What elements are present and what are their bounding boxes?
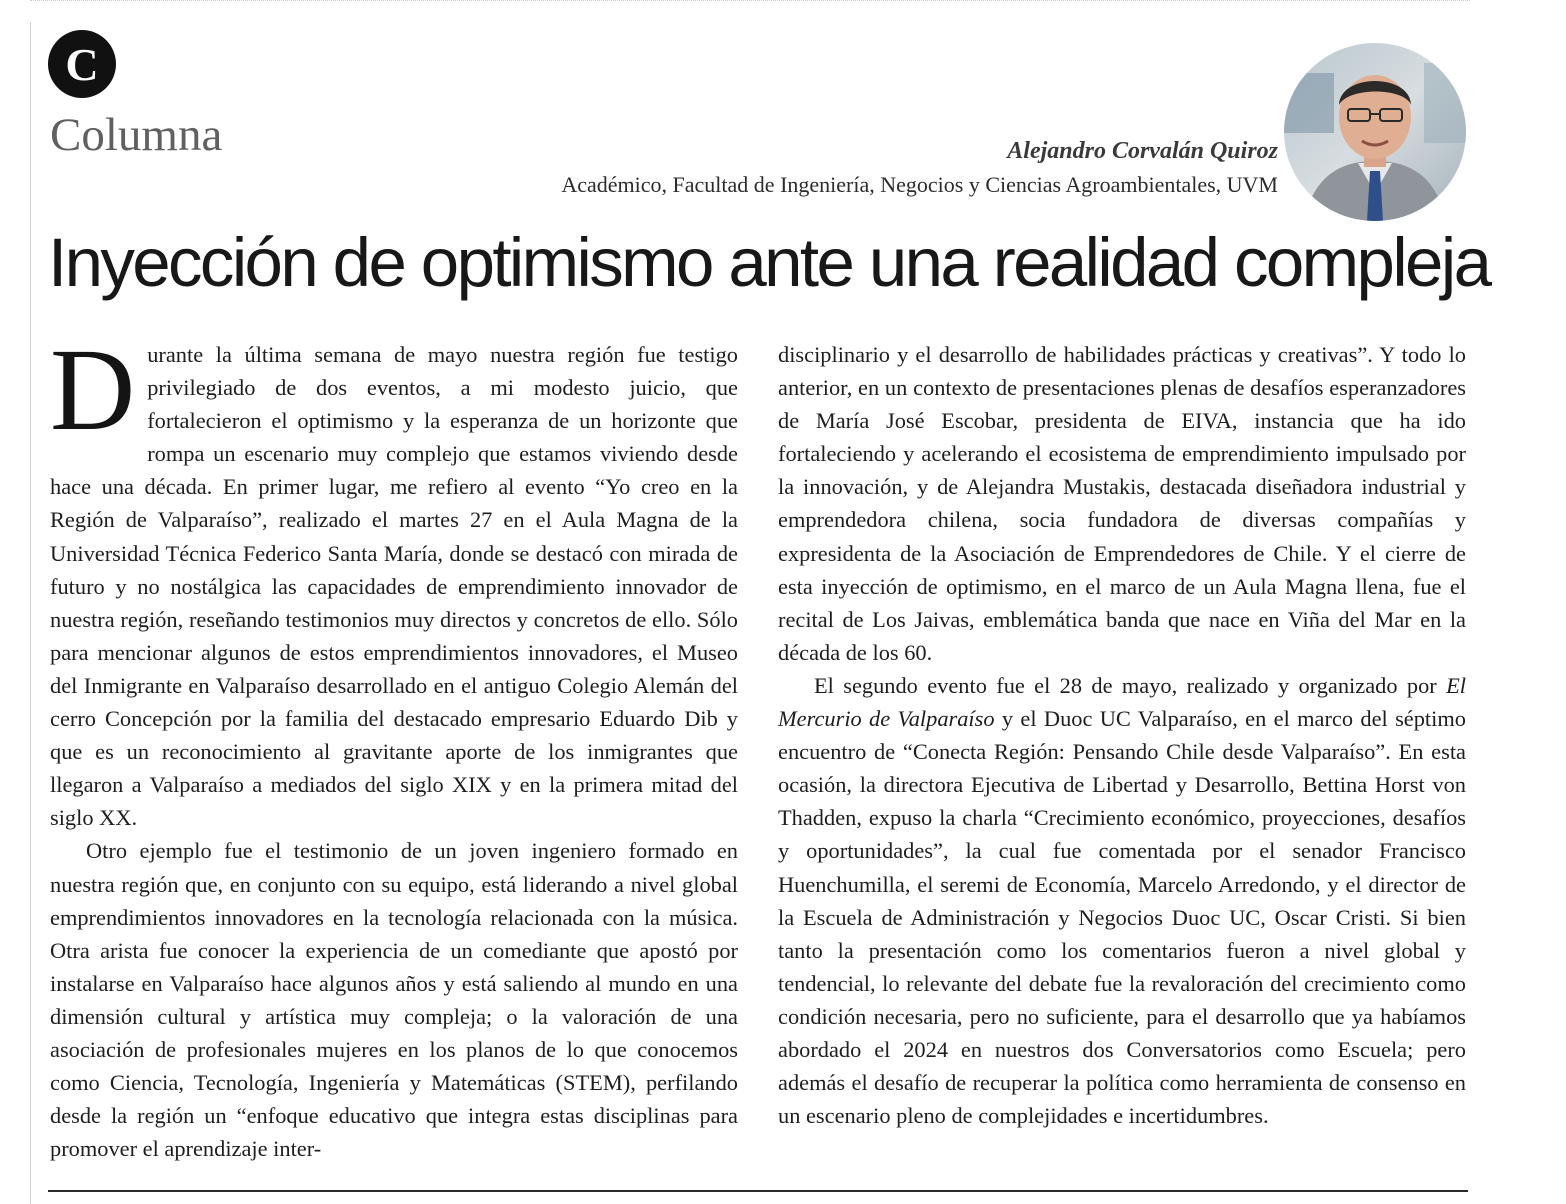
paragraph-1-text: urante la última semana de mayo nuestra región fue testigo privilegiado de dos eventos, a mi modesto juicio, que fortalecieron el optimismo y la esperanza de un horizonte que rompa un escenario muy complejo que estamos viviendo desde hace una década. En primer lugar, me refiero al evento “Yo creo en la Región de Valparaíso”, realizado el martes 27 en el Aula Magna de la Universidad Técnica Federico Santa María, donde se destacó con mirada de futuro y no nostálgica las capacidades de emprendimiento innovador de nuestra región, reseñando testimonios muy directos y concretos de ello. Sólo para mencionar algunos de estos emprendimientos innovadores, el Museo del Inmigrante en Valparaíso desarrollado en el antiguo Colegio Alemán del cerro Concepción por la familia del destacado empresario Eduardo Dib y que es un reconocimiento al gravitante aporte de los inmigrantes que llegaron a Valparaíso a mediados del siglo XIX y en la primera mitad del siglo XX. [50, 342, 738, 831]
bottom-rule [48, 1190, 1468, 1192]
headline: Inyección de optimismo ante una realidad compleja [48, 224, 1490, 301]
author-photo [1284, 43, 1466, 221]
article-column-right [778, 338, 1466, 1132]
section-label: Columna [50, 109, 223, 161]
section-badge: C [48, 30, 116, 98]
author-role: Académico, Facultad de Ingeniería, Negocios y Ciencias Agroambientales, UVM [561, 172, 1278, 197]
article-column-left [50, 324, 738, 1165]
paragraph-3 [778, 669, 1466, 1132]
paragraph-1 [50, 324, 738, 834]
author-portrait-icon [1284, 43, 1466, 221]
drop-cap: D [50, 324, 136, 455]
newspaper-name: El Mercurio de Valparaíso [778, 672, 1466, 732]
paragraph-3-rest: y el Duoc UC Valparaíso, en el marco del séptimo encuentro de “Conecta Región: Pensando Chile desde Valparaíso”. En esta ocasión, la directora Ejecutiva de Libertad y Desarrollo, Bettina Horst von Thadden, expuso la charla “Crecimiento económico, proyecciones, desafíos y oportunidades”, la cual fue comentada por el senador Francisco Huenchumilla, el seremi de Economía, Marcelo Arredondo, y el director de la Escuela de Administración y Negocios Duoc UC, Oscar Cristi. Si bien tanto la presentación como los comentarios fueron a nivel global y tendencial, lo relevante del debate fue la revaloración del crecimiento como condición necesaria, pero no suficiente, para el desarrollo que ya habíamos abordado el 2024 en nuestros dos Conversatorios como Escuela; pero además el desafío de recuperar la política como herramienta de consenso en un escenario pleno de complejidades e incertidumbres. [778, 706, 1466, 1129]
paragraph-2-continued: disciplinario y el desarrollo de habilidades prácticas y creativas”. Y todo lo anterior, en un contexto de presentaciones plenas de desafíos esperanzadores de María José Escobar, presidenta de EIVA, instancia que ha ido fortaleciendo y acelerando el ecosistema de emprendimiento impulsado por la innovación, y de Alejandra Mustakis, destacada diseñadora industrial y emprendedora chilena, socia fundadora de diversas compañías y expresidenta de la Asociación de Emprendedores de Chile. Y el cierre de esta inyección de optimismo, en el marco de un Aula Magna llena, fue el recital de Los Jaivas, emblemática banda que nace en Viña del Mar en la década de los 60. [778, 342, 1466, 665]
paragraph-3-start: El segundo evento fue el 28 de mayo, realizado y organizado por [814, 672, 1437, 698]
author-name: Alejandro Corvalán Quiroz [1007, 138, 1278, 164]
paragraph-2: Otro ejemplo fue el testimonio de un joven ingeniero formado en nuestra región que, en conjunto con su equipo, está liderando a nivel global emprendimientos innovadores en la tecnología relacionada con la música. Otra arista fue conocer la experiencia de un comediante que apostó por instalarse en Valparaíso hace algunos años y está saliendo al mundo en una dimensión cultural y artística muy compleja; o la valoración de una asociación de profesionales mujeres en los planos de lo que conocemos como Ciencia, Tecnología, Ingeniería y Matemáticas (STEM), perfilando desde la región un “enfoque educativo que integra estas disciplinas para promover el aprendizaje inter- [50, 838, 738, 1162]
left-rule [30, 22, 31, 1204]
top-rule [30, 0, 1470, 4]
